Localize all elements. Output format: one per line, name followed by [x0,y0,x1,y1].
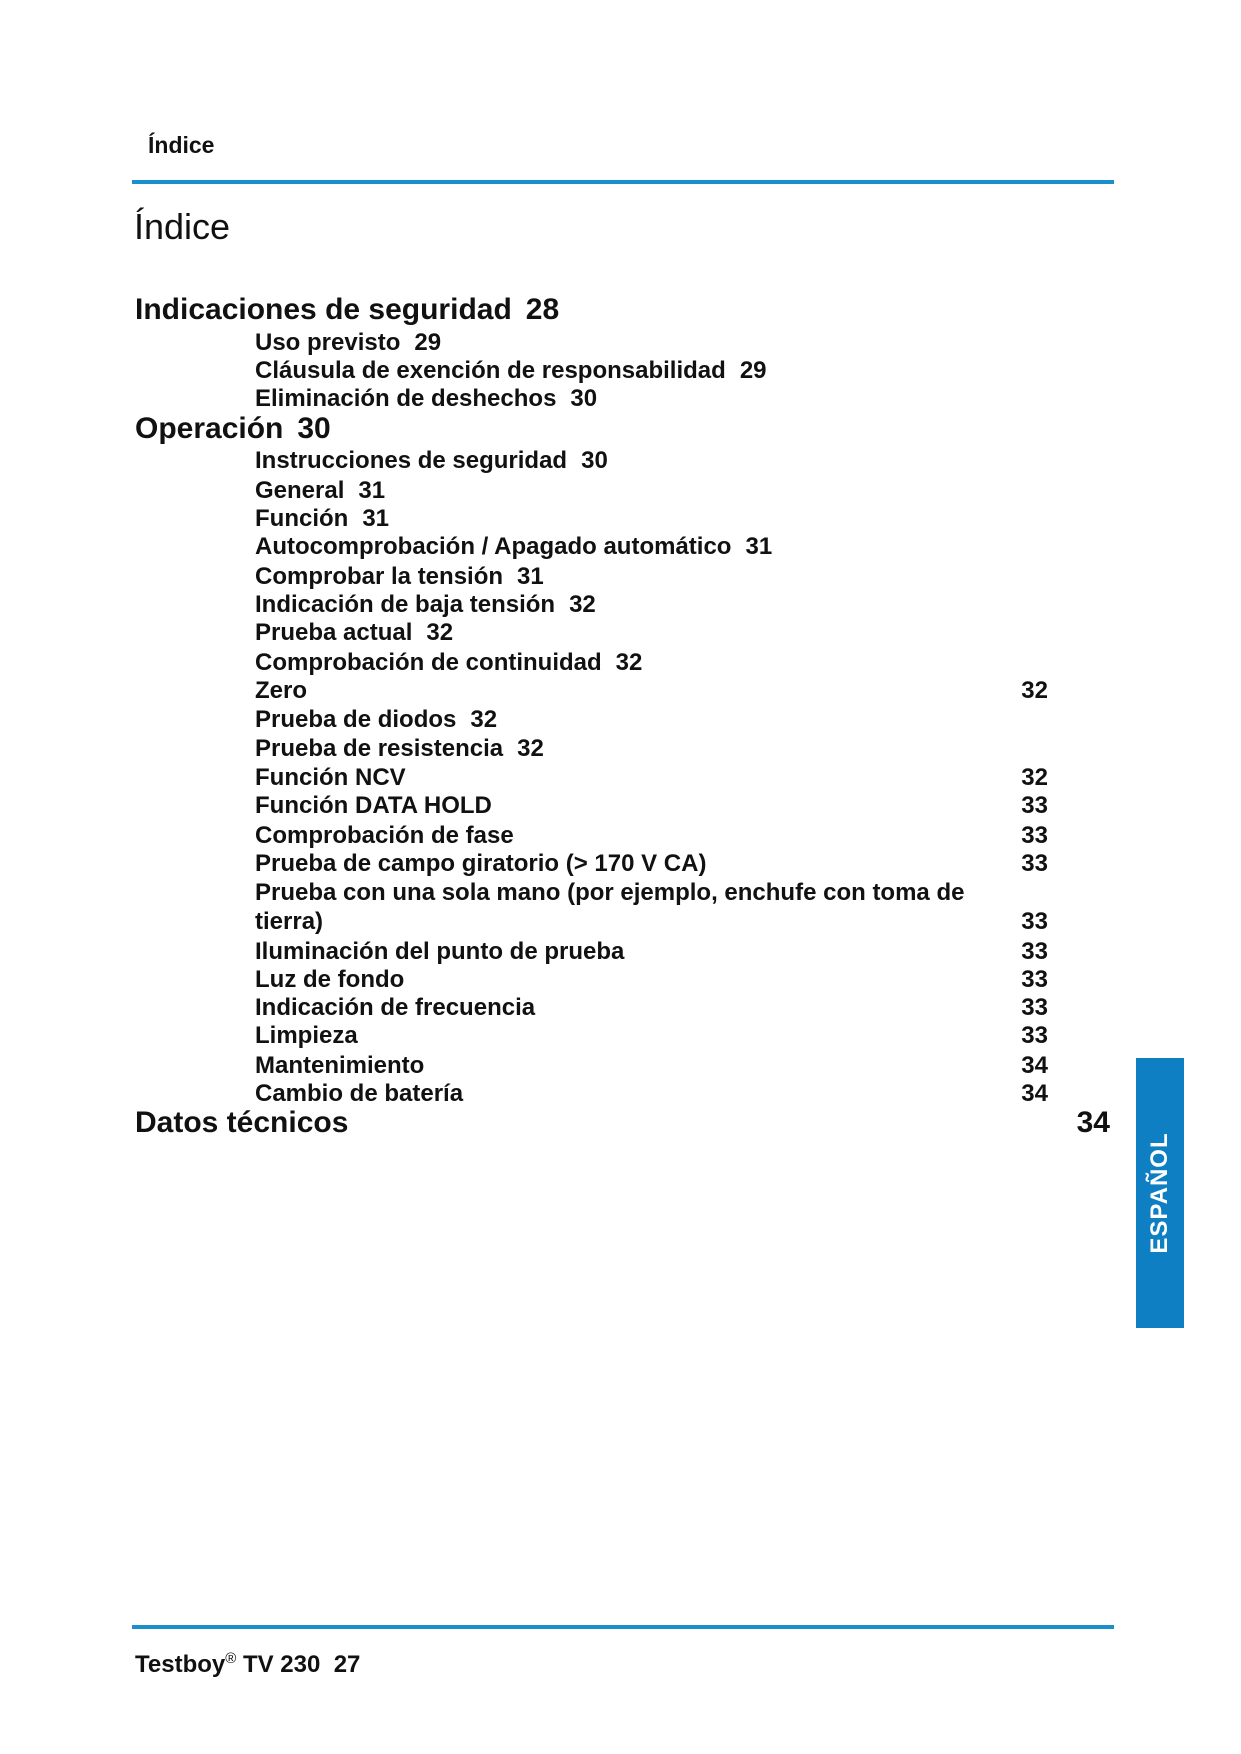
toc-entry-label: Zero [255,677,308,704]
toc-section[interactable] [135,412,331,446]
toc-page-number: 31 [745,533,773,560]
toc-entry[interactable] [255,619,453,647]
toc-entry[interactable] [255,1080,463,1108]
toc-entry-label: Indicación de frecuencia [255,994,536,1021]
toc-section[interactable] [135,1106,348,1140]
toc-entry-label: Comprobar la tensión [255,563,504,590]
toc-page-number: 28 [525,293,560,326]
toc-page-number: 32 [470,706,498,733]
footer-brand: Testboy [135,1651,226,1678]
language-tab [1136,1058,1184,1328]
toc-entry-label: Cambio de batería [255,1080,464,1107]
toc-entry-label: Cláusula de exención de responsabilidad [255,357,726,384]
toc-page-number: 32 [1021,764,1048,791]
toc-entry-label: Iluminación del punto de prueba [255,938,625,965]
toc-entry[interactable] [255,792,492,820]
toc-page-number: 34 [1021,1052,1048,1079]
toc-entry-label: Eliminación de deshechos [255,385,557,412]
toc-page-number: 29 [414,329,442,356]
toc-page-number: 30 [297,412,331,445]
footer-rule [132,1625,1114,1629]
toc-page-number: 30 [570,385,598,412]
toc-page-number: 29 [739,357,767,384]
toc-page-number: 33 [1021,822,1048,849]
toc-page-number: 34 [1076,1106,1110,1139]
footer-model: TV 230 [242,1651,321,1678]
toc-entry-label: Comprobación de fase [255,822,514,849]
running-header: Índice [148,132,215,158]
toc-entry[interactable] [255,994,535,1022]
toc-page-number: 33 [1021,938,1048,965]
toc-entry-label: Luz de fondo [255,966,405,993]
toc-page-number: 33 [1021,792,1048,819]
toc-page-number: 32 [569,591,596,618]
toc-entry[interactable] [255,764,406,792]
toc-entry-label: Prueba con una sola mano (por ejemplo, enchufe con toma de [255,879,965,906]
toc-entry[interactable] [255,563,544,591]
toc-page-number: 31 [358,477,386,504]
toc-entry[interactable] [255,677,307,705]
toc-entry[interactable] [255,533,772,561]
toc-page-number: 32 [517,735,544,762]
toc-entry[interactable] [255,822,514,850]
toc-entry-label: Función [255,505,349,532]
toc-entry-label: Uso previsto [255,329,401,356]
toc-entry[interactable] [255,735,544,763]
toc-entry[interactable] [255,591,596,619]
toc-section[interactable] [135,293,559,327]
toc-entry-label: Comprobación de continuidad [255,649,602,676]
toc-page-number: 33 [1021,1022,1048,1049]
toc-page-number: 33 [1021,908,1048,935]
toc-page-number: 34 [1021,1080,1048,1107]
toc-entry[interactable] [255,447,608,475]
toc-entry[interactable] [255,649,642,677]
language-tab-label: ESPAÑOL [1146,1132,1173,1254]
toc-entry-label: Instrucciones de seguridad [255,447,568,474]
toc-entry[interactable] [255,938,624,966]
toc-entry-label: Indicación de baja tensión [255,591,556,618]
toc-entry[interactable] [255,706,497,734]
toc-entry-label: Operación [135,412,284,445]
toc-entry-label: Prueba de campo giratorio (> 170 V CA) [255,850,707,877]
toc-entry[interactable] [255,357,767,385]
toc-entry-label: General [255,477,345,504]
footer [135,1650,360,1679]
toc-entry-label: Prueba de diodos [255,706,457,733]
toc-entry-label: Autocomprobación / Apagado automático [255,533,732,560]
registered-mark: ® [225,1650,237,1667]
toc-page-number: 32 [426,619,454,646]
toc-entry-label: Función NCV [255,764,406,791]
toc-entry-label: Datos técnicos [135,1106,349,1139]
toc-entry[interactable] [255,879,964,907]
toc-entry[interactable] [255,329,441,357]
toc-entry-label: Mantenimiento [255,1052,425,1079]
toc-page-number: 32 [615,649,643,676]
toc-page-number: 31 [517,563,544,590]
toc-entry[interactable] [255,850,706,878]
toc-entry-label: Prueba de resistencia [255,735,504,762]
toc-page-number: 32 [1021,677,1048,704]
toc-entry-continuation: tierra) [255,908,324,935]
toc-entry[interactable] [255,966,404,994]
toc-entry-label: Función DATA HOLD [255,792,492,819]
toc-page-number: 30 [581,447,608,474]
toc-page-number: 31 [362,505,390,532]
toc-entry-label: Limpieza [255,1022,358,1049]
page-title: Índice [134,206,231,247]
toc-entry[interactable] [255,505,389,533]
toc-entry[interactable] [255,1022,358,1050]
toc-entry[interactable] [255,477,385,505]
toc-entry-label: Prueba actual [255,619,413,646]
footer-page-number: 27 [333,1651,361,1678]
toc-page-number: 33 [1021,850,1048,877]
toc-page-number: 33 [1021,994,1048,1021]
toc-entry[interactable] [255,385,597,413]
toc-entry-label: Indicaciones de seguridad [135,293,512,326]
toc-page-number: 33 [1021,966,1048,993]
toc-entry[interactable] [255,1052,424,1080]
